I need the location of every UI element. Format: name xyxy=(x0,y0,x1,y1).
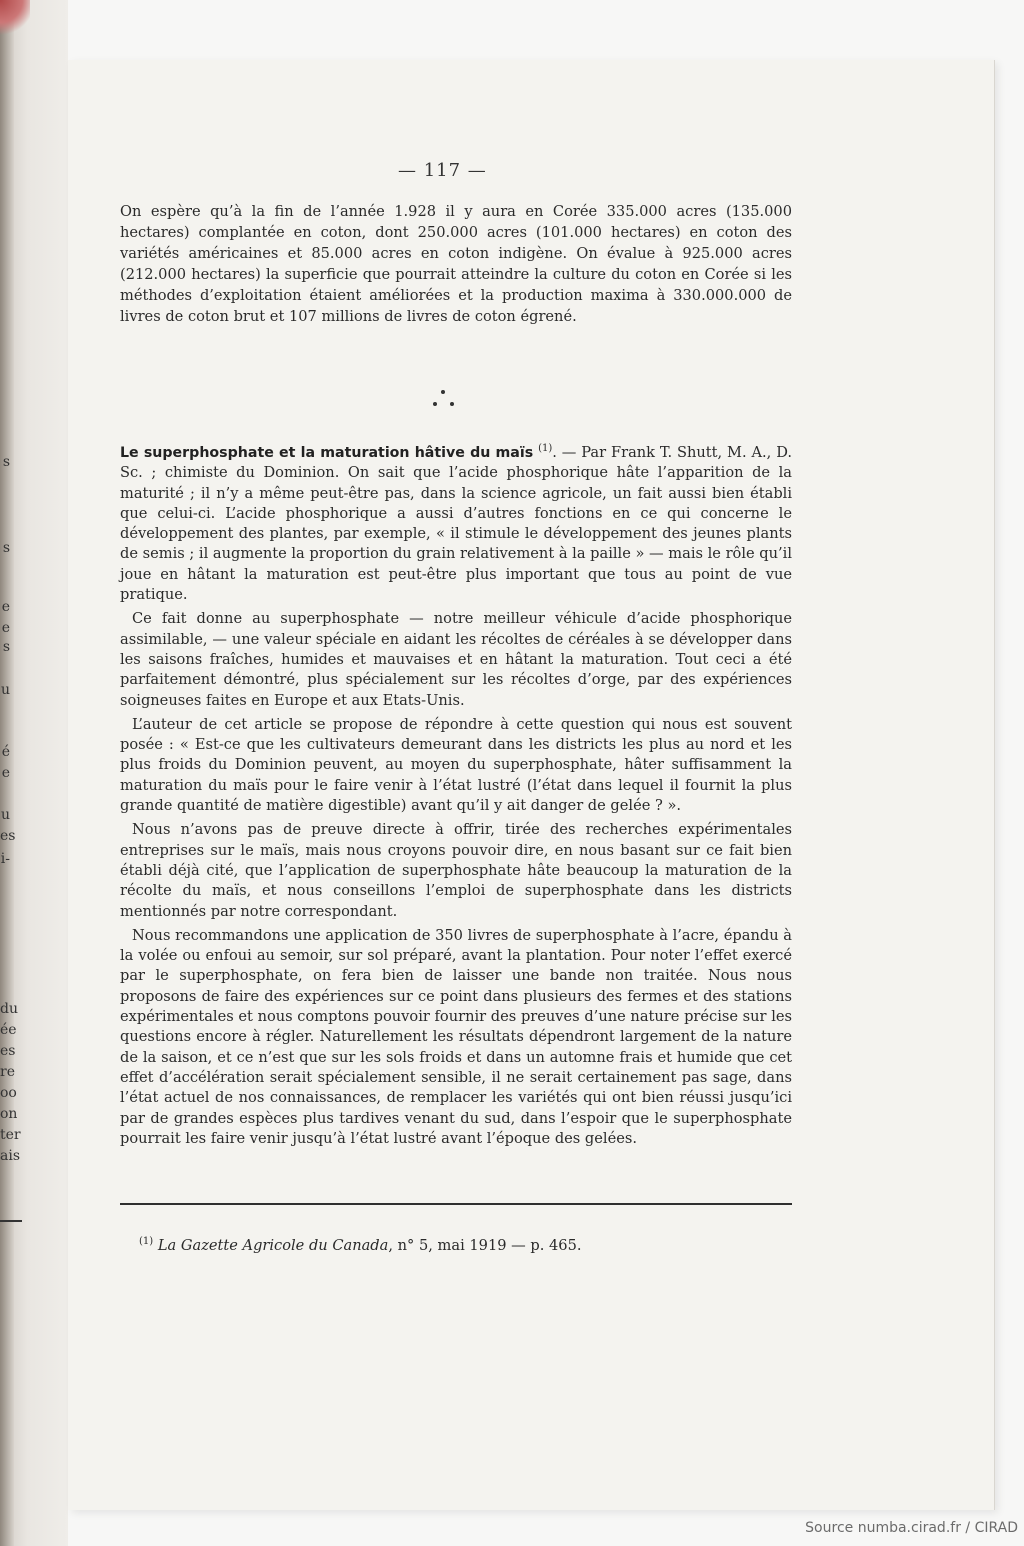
footnote-reference: (1) xyxy=(538,443,553,455)
article-lead-paragraph xyxy=(120,443,792,605)
margin-fragment: s xyxy=(2,639,10,655)
article-title: Le superphosphate et la maturation hâtive du maïs xyxy=(120,445,534,461)
article xyxy=(120,443,792,1153)
article-paragraph: Nous n’avons pas de preuve directe à offrir, tirée des recherches expérimentales entreprises sur le maïs, mais nous croyons pouvoir dire, en nous basant sur ce fait bien établi déjà cité, que l’application de superphosphate hâte beaucoup la maturation de la récolte du maïs, et nous conseillons l’emploi de superphosphate dans les districts mentionnés par notre correspondant. xyxy=(120,821,792,920)
margin-fragment: ter xyxy=(0,1127,21,1143)
page-number: — 117 — xyxy=(398,160,487,181)
margin-fragment: i- xyxy=(0,851,10,867)
margin-fragment: s xyxy=(2,540,10,556)
footnote-details: , n° 5, mai 1919 — p. 465. xyxy=(388,1237,582,1254)
article-lead-text: . — Par Frank T. Shutt, M. A., D. Sc. ; chimiste du Dominion. On sait que l’acide phosphorique hâte l’apparition de la maturité ; il n’y a même peut-être pas, dans la science agricole, un fait aussi bien établi que celui-ci. L’acide phosphorique a aussi d’autres fonctions en ce qui concerne le développement des plantes, par exemple, « il stimule le développement des jeunes plants de semis ; il augmente la proportion du grain relativement à la paille » — mais le rôle qu’il joue en hâtant la maturation est peut-être plus important que tous au point de vue pratique. xyxy=(120,444,793,604)
margin-fragment: ais xyxy=(0,1148,21,1164)
margin-fragment: ée xyxy=(0,1022,17,1038)
footnote-source-title: La Gazette Agricole du Canada xyxy=(157,1237,389,1254)
margin-fragment: e xyxy=(1,620,10,636)
margin-fragment: on xyxy=(0,1106,18,1122)
margin-fragment: es xyxy=(0,1043,16,1059)
margin-fragment: re xyxy=(0,1064,15,1080)
margin-fragment: e xyxy=(1,765,10,781)
margin-fragment: es xyxy=(0,828,16,844)
asterism-separator xyxy=(423,390,463,420)
article-paragraph: L’auteur de cet article se propose de répondre à cette question qui nous est souvent posée : « Est-ce que les cultivateurs demeurant dans les districts les plus au nord et les plus froids du Dominion peuvent, au moyen du superphosphate, hâter suffisamment la maturation du maïs pour le faire venir à l’état lustré (l’état dans lequel il fournit la plus grande quantité de matière digestible) avant qu’il y ait danger de gelée ? ». xyxy=(120,715,792,815)
margin-fragment: e xyxy=(1,599,10,615)
footnote-marker: (1) xyxy=(139,1236,154,1248)
margin-fragment: u xyxy=(0,682,10,698)
margin-fragment: u xyxy=(0,807,10,823)
red-page-edge xyxy=(0,0,30,40)
margin-rule-fragment xyxy=(0,1220,22,1222)
article-paragraph: Ce fait donne au superphosphate — notre meilleur véhicule d’acide phosphorique assimilable, — une valeur spéciale en aidant les récoltes de céréales à se développer dans les saisons fraîches, humides et mauvaises et en hâtant la maturation. Tout ceci a été parfaitement démontré, plus spécialement sur les récoltes d’orge, par des expériences soigneuses faites en Europe et aux Etats-Unis. xyxy=(120,610,792,709)
margin-fragment: oo xyxy=(0,1085,17,1101)
document-page xyxy=(68,60,994,1510)
margin-fragment: é xyxy=(1,744,10,760)
source-credit: Source numba.cirad.fr / CIRAD xyxy=(805,1520,1018,1536)
previous-page-edge xyxy=(0,0,68,1546)
margin-fragment: s xyxy=(2,454,10,470)
footnote-divider xyxy=(120,1203,792,1205)
footnote xyxy=(139,1237,759,1254)
article-paragraph: Nous recommandons une application de 350 livres de superphosphate à l’acre, épandu à la volée ou enfoui au semoir, sur sol préparé, avant la plantation. Pour noter l’effet exercé par le superphosphate, on fera bien de laisser une bande non traitée. Nous nous proposons de faire des expériences sur ce point dans plusieurs des fermes et des stations expérimentales et nous comptons pouvoir fournir des preuves d’une nature précise sur les questions encore à régler. Naturellement les résultats dépendront largement de la nature de la saison, et ce n’est que sur les sols froids et dans un automne frais et humide que cet effet d’accélération serait spécialement sensible, il ne serait certainement pas sage, dans l’état actuel de nos connaissances, de remplacer les variétés qui ont bien réussi jusqu’ici par de grandes espèces plus tardives venant du sud, dans l’espoir que le superphosphate pourrait les faire venir jusqu’à l’état lustré avant l’époque des gelées. xyxy=(120,926,792,1147)
intro-paragraph: On espère qu’à la fin de l’année 1.928 il y aura en Corée 335.000 acres (135.000 hectares) complantée en coton, dont 250.000 acres (101.000 hectares) en coton des variétés américaines et 85.000 acres en coton indigène. On évalue à 925.000 acres (212.000 hectares) la superficie que pourrait atteindre la culture du coton en Corée si les méthodes d’exploitation étaient améliorées et la production maxima à 330.000.000 de livres de coton brut et 107 millions de livres de coton égrené. xyxy=(120,203,792,325)
margin-fragment: du xyxy=(0,1001,18,1017)
